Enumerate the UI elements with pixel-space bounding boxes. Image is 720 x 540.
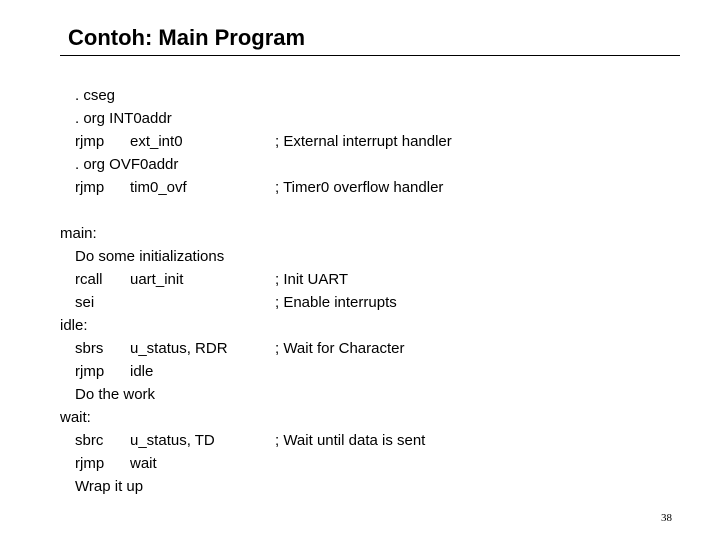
page-number: 38 [661,512,672,524]
title-underline [60,55,680,56]
code-line-init: Do some initializations [75,248,225,265]
code-op-rjmp-4: rjmp [75,455,105,472]
code-arg-ustatus-td: u_status, TD [130,432,215,449]
code-arg-ext-int0: ext_int0 [130,133,183,150]
code-comment-timer0: ; Timer0 overflow handler [275,179,444,196]
code-arg-idle: idle [130,363,154,380]
code-label-main: main: [60,225,97,242]
code-arg-ustatus-rdr: u_status, RDR [130,340,228,357]
code-line-org-int0: . org INT0addr [75,110,172,127]
code-comment-init-uart: ; Init UART [275,271,349,288]
code-op-sbrs: sbrs [75,340,104,357]
code-comment-wait-char: ; Wait for Character [275,340,405,357]
code-label-wait: wait: [60,409,91,426]
code-op-rcall: rcall [75,271,103,288]
slide-title: Contoh: Main Program [68,25,306,50]
code-line-wrap-up: Wrap it up [75,478,144,495]
code-op-rjmp-1: rjmp [75,133,105,150]
code-line-do-work: Do the work [75,386,156,403]
code-label-idle: idle: [60,317,88,334]
code-comment-enable-int: ; Enable interrupts [275,294,397,311]
code-arg-tim0-ovf: tim0_ovf [130,179,187,196]
code-op-sbrc: sbrc [75,432,104,449]
code-arg-uart-init: uart_init [130,271,184,288]
code-op-rjmp-3: rjmp [75,363,105,380]
code-line-cseg: . cseg [75,87,116,104]
code-line-org-ovf0: . org OVF0addr [75,156,179,173]
code-op-rjmp-2: rjmp [75,179,105,196]
code-comment-ext-int: ; External interrupt handler [275,133,452,150]
code-arg-wait: wait [130,455,157,472]
code-op-sei: sei [75,294,95,311]
code-comment-wait-sent: ; Wait until data is sent [275,432,426,449]
